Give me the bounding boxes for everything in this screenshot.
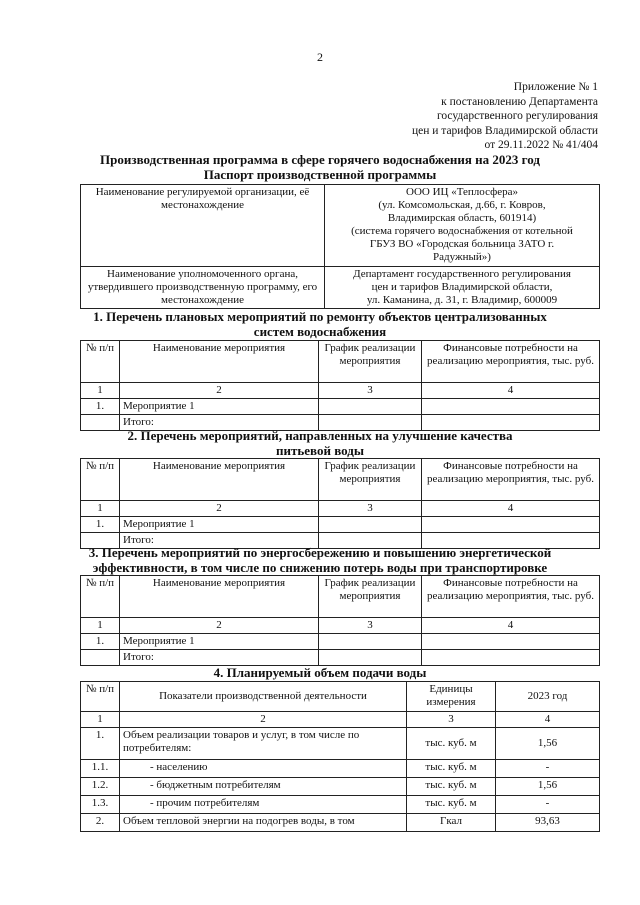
row-num: 2. <box>81 814 120 832</box>
row-num: 1. <box>81 517 120 533</box>
col-index: 3 <box>319 383 422 399</box>
appendix-line: к постановлению Департамента <box>441 95 598 108</box>
row-name: Мероприятие 1 <box>120 517 319 533</box>
row-value: 1,56 <box>496 778 600 796</box>
col-header-name: Наименование мероприятия <box>120 341 319 383</box>
total-num <box>81 650 120 666</box>
row-unit: тыс. куб. м <box>407 778 496 796</box>
org-value-line: Владимирская область, 601914) <box>387 212 537 224</box>
row-value: - <box>496 760 600 778</box>
row-value: 1,56 <box>496 728 600 760</box>
authority-label: Наименование уполномоченного органа, утвердившего производственную программу, его местонахождение <box>81 267 325 309</box>
row-value: 93,63 <box>496 814 600 832</box>
col-header-num: № п/п <box>81 576 120 618</box>
total-label: Итого: <box>120 533 319 549</box>
col-header-schedule: График реализации мероприятия <box>319 341 422 383</box>
appendix-line: от 29.11.2022 № 41/404 <box>484 139 598 151</box>
row-unit: Гкал <box>407 814 496 832</box>
section-title-line: систем водоснабжения <box>253 324 387 339</box>
col-header-finance: Финансовые потребности на реализацию мероприятия, тыс. руб. <box>422 459 600 501</box>
section-3-title <box>40 545 600 575</box>
col-header-schedule: График реализации мероприятия <box>319 459 422 501</box>
row-indicator: Объем реализации товаров и услуг, в том числе по потребителям: <box>120 728 407 760</box>
total-label: Итого: <box>120 650 319 666</box>
org-value-line: (ул. Комсомольская, д.66, г. Ковров, <box>378 199 546 211</box>
section-title-line: питьевой воды <box>276 443 364 458</box>
col-index: 1 <box>81 501 120 517</box>
col-index: 3 <box>407 712 496 728</box>
row-schedule <box>319 517 422 533</box>
row-unit: тыс. куб. м <box>407 796 496 814</box>
row-finance <box>422 517 600 533</box>
col-index: 2 <box>120 501 319 517</box>
appendix-line: государственного регулирования <box>436 110 598 122</box>
col-header-name: Наименование мероприятия <box>120 576 319 618</box>
col-index: 2 <box>120 618 319 634</box>
appendix-line: Приложение № 1 <box>513 81 598 93</box>
section-1-table <box>80 340 600 431</box>
col-index: 3 <box>319 618 422 634</box>
authority-value-line: цен и тарифов Владимирской области, <box>371 281 553 293</box>
org-value-line: Радужный») <box>433 251 491 263</box>
total-finance <box>422 650 600 666</box>
row-num: 1. <box>81 728 120 760</box>
col-header-year: 2023 год <box>496 682 600 712</box>
section-2-title <box>60 428 580 458</box>
col-header-num: № п/п <box>81 341 120 383</box>
row-indicator: Объем тепловой энергии на подогрев воды, в том <box>120 814 407 832</box>
org-value <box>325 185 600 267</box>
passport-table <box>80 184 600 309</box>
row-indicator: - прочим потребителям <box>120 796 407 814</box>
col-header-num: № п/п <box>81 459 120 501</box>
org-value-line: (система горячего водоснабжения от котельной <box>351 225 573 237</box>
col-index: 1 <box>81 383 120 399</box>
section-4-title: 4. Планируемый объем подачи воды <box>213 665 427 680</box>
section-title-line: эффективности, в том числе по снижению потерь воды при транспортировке <box>92 560 548 575</box>
section-1-title <box>60 309 580 339</box>
section-title-line: 2. Перечень мероприятий, направленных на улучшение качества <box>127 428 513 443</box>
col-header-name: Наименование мероприятия <box>120 459 319 501</box>
col-header-unit: Единицы измерения <box>407 682 496 712</box>
org-value-line: ГБУЗ ВО «Городская больница ЗАТО г. <box>369 238 555 250</box>
section-3-table <box>80 575 600 666</box>
section-2-table <box>80 458 600 549</box>
row-indicator: - населению <box>120 760 407 778</box>
appendix-block <box>412 80 598 153</box>
section-title-line: 3. Перечень мероприятий по энергосбережению и повышению энергетической <box>88 545 552 560</box>
appendix-line: цен и тарифов Владимирской области <box>411 124 598 137</box>
col-index: 1 <box>81 712 120 728</box>
row-num: 1. <box>81 399 120 415</box>
col-index: 2 <box>120 383 319 399</box>
volume-table <box>80 681 600 832</box>
row-indicator: - бюджетным потребителям <box>120 778 407 796</box>
row-value: - <box>496 796 600 814</box>
page-number: 2 <box>317 50 323 64</box>
total-label: Итого: <box>120 415 319 431</box>
col-index: 3 <box>319 501 422 517</box>
col-index: 4 <box>422 618 600 634</box>
col-index: 2 <box>120 712 407 728</box>
row-num: 1.3. <box>81 796 120 814</box>
row-schedule <box>319 399 422 415</box>
row-unit: тыс. куб. м <box>407 760 496 778</box>
org-value-line: ООО ИЦ «Теплосфера» <box>406 186 518 198</box>
row-unit: тыс. куб. м <box>407 728 496 760</box>
authority-value-line: ул. Каманина, д. 31, г. Владимир, 600009 <box>366 294 558 306</box>
col-header-finance: Финансовые потребности на реализацию мероприятия, тыс. руб. <box>422 341 600 383</box>
col-header-finance: Финансовые потребности на реализацию мероприятия, тыс. руб. <box>422 576 600 618</box>
total-schedule <box>319 650 422 666</box>
col-index: 1 <box>81 618 120 634</box>
row-schedule <box>319 634 422 650</box>
row-name: Мероприятие 1 <box>120 399 319 415</box>
col-header-num: № п/п <box>81 682 120 712</box>
row-finance <box>422 399 600 415</box>
document-subtitle: Паспорт производственной программы <box>203 167 437 182</box>
col-header-indicator: Показатели производственной деятельности <box>120 682 407 712</box>
row-num: 1.2. <box>81 778 120 796</box>
row-finance <box>422 634 600 650</box>
authority-value <box>325 267 600 309</box>
col-index: 4 <box>422 383 600 399</box>
section-title-line: 1. Перечень плановых мероприятий по ремонту объектов централизованных <box>93 309 547 324</box>
document-title: Производственная программа в сфере горячего водоснабжения на 2023 год <box>100 152 540 167</box>
col-index: 4 <box>422 501 600 517</box>
org-label: Наименование регулируемой организации, её местонахождение <box>81 185 325 267</box>
col-header-schedule: График реализации мероприятия <box>319 576 422 618</box>
row-num: 1. <box>81 634 120 650</box>
authority-value-line: Департамент государственного регулирования <box>353 268 571 280</box>
row-name: Мероприятие 1 <box>120 634 319 650</box>
col-index: 4 <box>496 712 600 728</box>
row-num: 1.1. <box>81 760 120 778</box>
